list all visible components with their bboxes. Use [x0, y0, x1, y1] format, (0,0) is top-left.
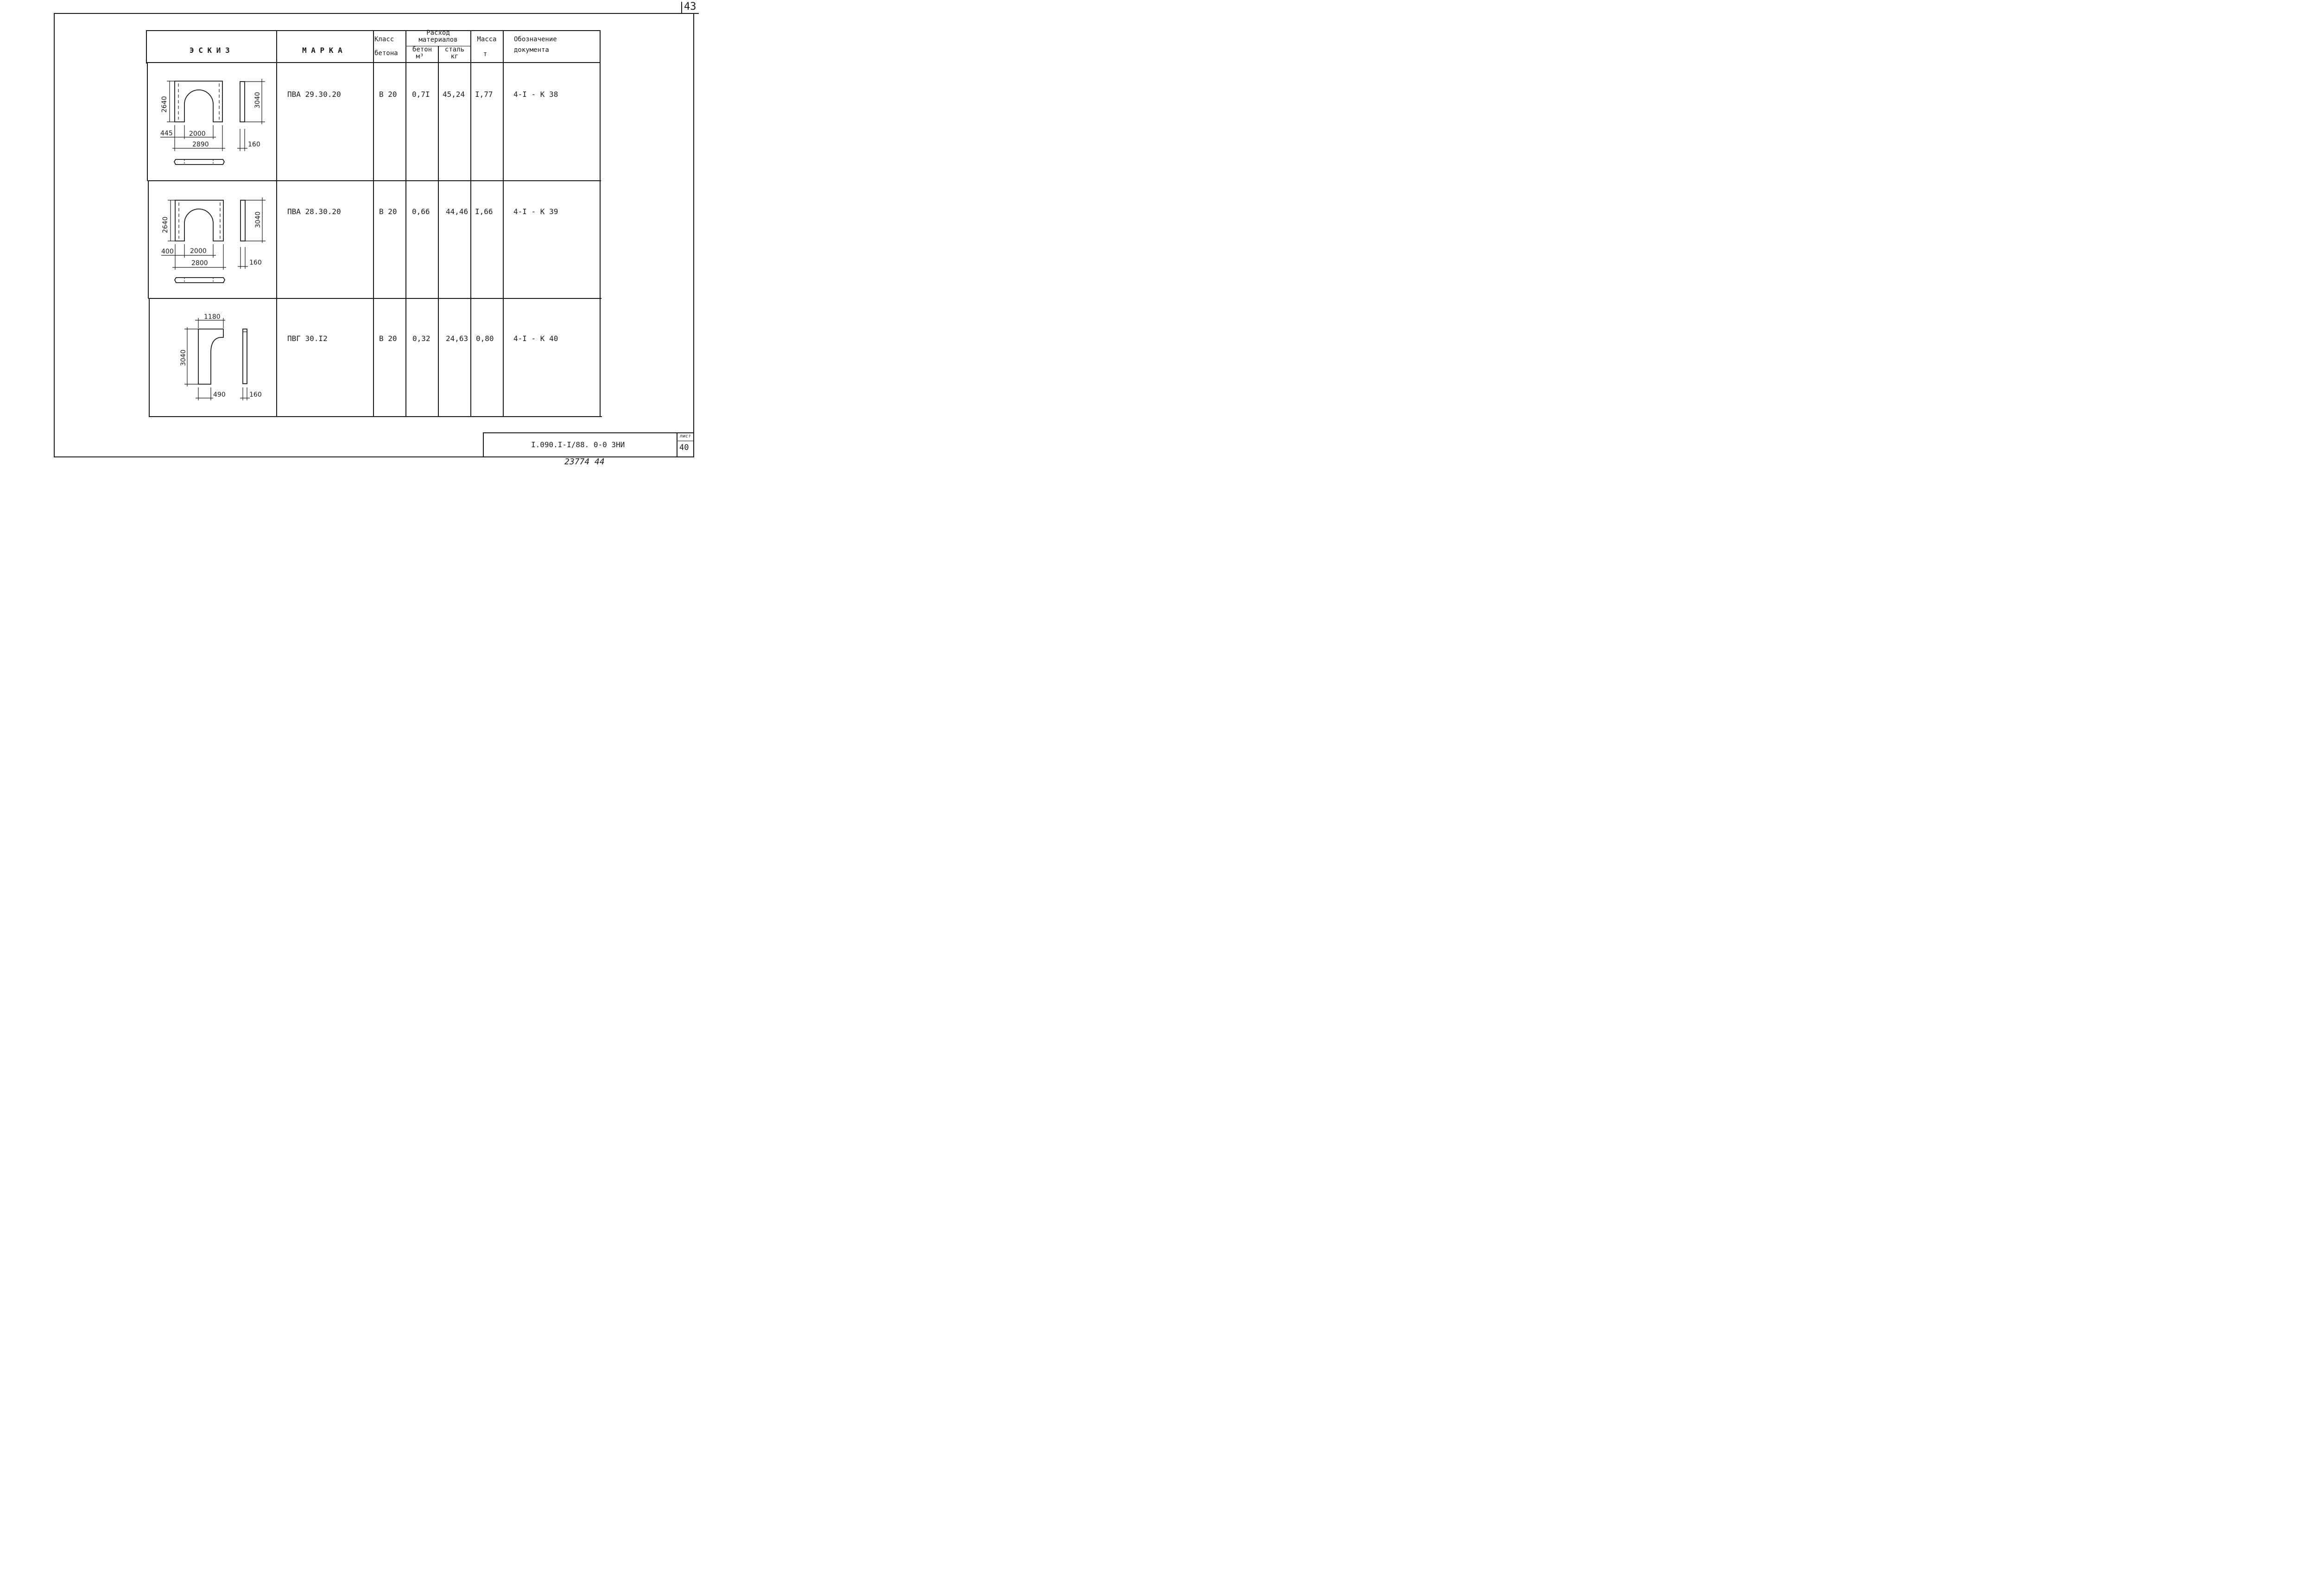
document-designation: I.090.I-I/88. 0-0 3НИ	[531, 440, 625, 449]
row-concrete-volume: 0,32	[412, 334, 430, 343]
row-concrete-class: В 20	[379, 334, 397, 343]
header-document-2: документа	[514, 46, 549, 54]
header-materials-1: Расход	[426, 29, 450, 37]
dim-side-height: 3040	[254, 211, 262, 228]
row-mark: ПВА 29.30.20	[287, 90, 341, 99]
dim-bottom-width: 490	[213, 391, 226, 399]
dim-thickness: 160	[249, 259, 262, 266]
dim-opening: 2000	[190, 247, 207, 255]
row-mass: 0,80	[476, 334, 494, 343]
header-concrete-2: м³	[416, 53, 424, 60]
dim-height: 2640	[161, 96, 168, 113]
dim-top-width: 1180	[204, 313, 221, 321]
header-steel-1: сталь	[444, 46, 465, 53]
header-sketch: Э С К И З	[190, 46, 230, 55]
row-mass: I,77	[475, 90, 493, 99]
dim-opening: 2000	[189, 130, 206, 138]
dim-side: 400	[161, 248, 174, 255]
dim-thickness: 160	[248, 141, 260, 148]
header-mass-1: Масса	[477, 36, 497, 43]
row-steel: 44,46	[446, 207, 468, 216]
header-class-1: Класс	[374, 36, 394, 43]
row-document: 4-I - К 40	[513, 334, 558, 343]
sheet-label: лист	[680, 434, 691, 439]
dim-thickness: 160	[249, 391, 262, 399]
archive-number: 23774 44	[564, 457, 605, 467]
header-steel-2: кг	[450, 53, 459, 60]
row-concrete-class: В 20	[379, 90, 397, 99]
row-mass: I,66	[475, 207, 493, 216]
dim-side: 445	[160, 130, 173, 137]
sketch-bracket-panel	[0, 0, 720, 466]
header-concrete-1: бетон	[412, 46, 432, 53]
row-mark: ПВГ 30.I2	[287, 334, 328, 343]
header-mark: М А Р К А	[302, 46, 342, 55]
row-document: 4-I - К 39	[513, 207, 558, 216]
dim-width: 2890	[192, 141, 209, 148]
page-number-top: 43	[684, 1, 696, 13]
row-concrete-volume: 0,66	[412, 207, 430, 216]
row-document: 4-I - К 38	[513, 90, 558, 99]
sheet-number: 40	[679, 443, 689, 452]
dim-side-height: 3040	[254, 92, 261, 108]
dim-width: 2800	[191, 260, 208, 267]
row-steel: 24,63	[446, 334, 468, 343]
row-concrete-class: В 20	[379, 207, 397, 216]
drawing-sheet	[0, 0, 720, 466]
row-concrete-volume: 0,7I	[412, 90, 430, 99]
header-mass-2: т	[483, 51, 487, 58]
dim-height: 2640	[162, 216, 169, 233]
header-class-2: бетона	[374, 50, 398, 57]
header-materials-2: материалов	[418, 36, 458, 44]
header-document-1: Обозначение	[514, 36, 557, 43]
dim-height: 3040	[180, 349, 187, 366]
row-mark: ПВА 28.30.20	[287, 207, 341, 216]
row-steel: 45,24	[443, 90, 465, 99]
